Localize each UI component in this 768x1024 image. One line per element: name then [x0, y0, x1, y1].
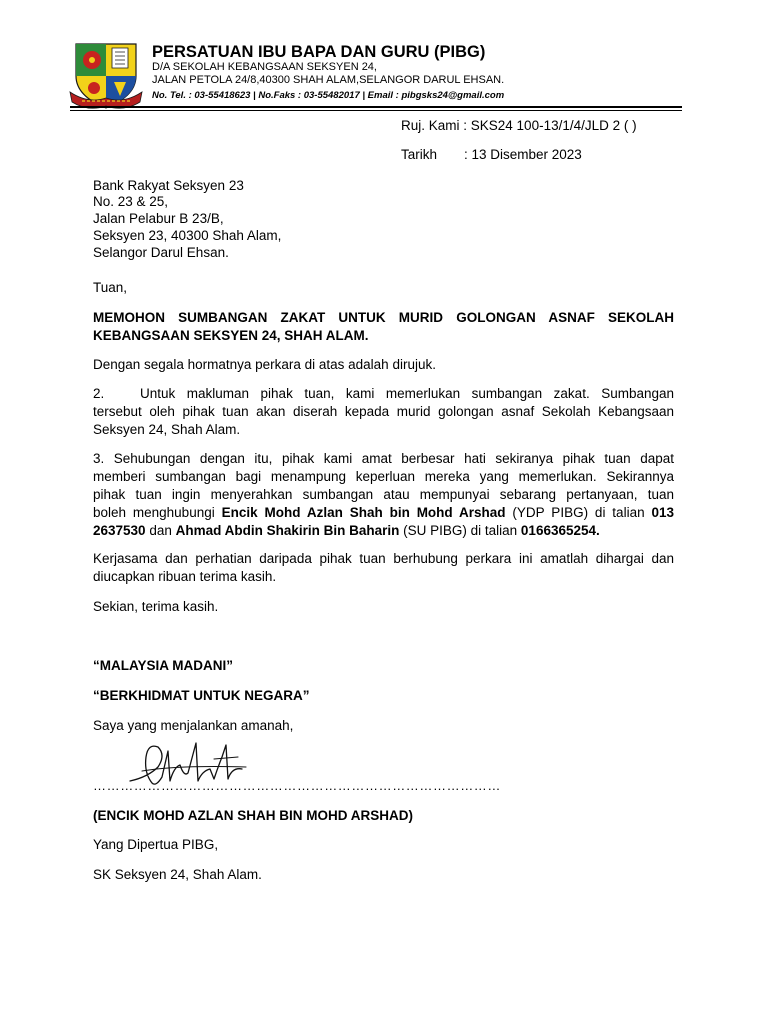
letterhead-rule-thick [70, 106, 682, 108]
contact-phone-ydp-cont: 2637530 [93, 523, 146, 538]
recipient-line: Jalan Pelabur B 23/B, [93, 211, 224, 226]
paragraph-line: diucapkan ribuan terima kasih. [93, 569, 277, 584]
paragraph-2 [93, 385, 674, 439]
recipient-line: Selangor Darul Ehsan. [93, 245, 229, 260]
inline-text: (SU PIBG) di talian [399, 523, 521, 538]
signatory-name: (ENCIK MOHD AZLAN SHAH BIN MOHD ARSHAD) [93, 808, 413, 823]
reference-number: Ruj. Kami : SKS24 100-13/1/4/JLD 2 ( ) [401, 118, 637, 133]
closing-line: Sekian, terima kasih. [93, 599, 219, 614]
contact-name-ydp: Encik Mohd Azlan Shah bin Mohd Arshad [221, 505, 506, 520]
paragraph-3 [93, 450, 674, 540]
slogan-malaysia-madani: “MALAYSIA MADANI” [93, 658, 234, 673]
paragraph-number: 2. [93, 386, 105, 401]
paragraph-1: Dengan segala hormatnya perkara di atas adalah dirujuk. [93, 357, 436, 372]
subject-line: KEBANGSAAN SEKSYEN 24, SHAH ALAM. [93, 328, 369, 343]
paragraph-line: Kerjasama dan perhatian daripada pihak tuan berhubung perkara ini amatlah dihargai dan [93, 551, 674, 566]
signatory-title: Yang Dipertua PIBG, [93, 837, 219, 852]
paragraph-line: tersebut oleh pihak tuan akan diserah kepada murid golongan asnaf Sekolah Kebangsaan [93, 404, 674, 419]
signature-dotted-line: ……………………………………………………………………………… [93, 778, 501, 793]
slogan-berkhidmat: “BERKHIDMAT UNTUK NEGARA” [93, 688, 310, 703]
paragraph-line: memberi sumbangan bagi menampung keperluan mereka yang memerlukan. Sekirannya [93, 469, 674, 484]
paragraph-line: 3. Sehubungan dengan itu, pihak kami amat berbesar hati sekiranya pihak tuan dapat [93, 451, 674, 466]
amanah-line: Saya yang menjalankan amanah, [93, 718, 294, 733]
paragraph-text: Untuk makluman pihak tuan, kami memerlukan sumbangan zakat. Sumbangan [140, 386, 674, 401]
letterhead-contact: No. Tel. : 03-55418623 | No.Faks : 03-55482017 | Email : pibgsks24@gmail.com [152, 90, 505, 101]
subject-line: MEMOHON SUMBANGAN ZAKAT UNTUK MURID GOLONGAN ASNAF SEKOLAH [93, 310, 674, 325]
date-value: : 13 Disember 2023 [464, 147, 582, 162]
recipient-line: Seksyen 23, 40300 Shah Alam, [93, 228, 282, 243]
paragraph-line: pihak tuan ingin menyerahkan sumbangan atau mempunyai sebarang pertanyaan, tuan [93, 487, 674, 502]
paragraph-line [93, 504, 674, 522]
date-label: Tarikh [401, 147, 438, 162]
recipient-line: Bank Rakyat Seksyen 23 [93, 178, 244, 193]
inline-text: (YDP PIBG) di talian [505, 505, 652, 520]
recipient-line: No. 23 & 25, [93, 194, 169, 209]
salutation: Tuan, [93, 280, 128, 295]
letterhead-rule-thin [70, 110, 682, 111]
paragraph-4 [93, 550, 674, 586]
letterhead-address-line1: D/A SEKOLAH KEBANGSAAN SEKSYEN 24, [152, 61, 377, 73]
contact-phone-ydp: 013 [651, 505, 674, 520]
inline-text: dan [145, 523, 176, 538]
inline-text: boleh menghubungi [93, 505, 222, 520]
school-crest-logo [68, 38, 144, 112]
contact-phone-su: 0166365254. [520, 523, 600, 538]
signatory-school: SK Seksyen 24, Shah Alam. [93, 867, 262, 882]
paragraph-line [93, 385, 674, 403]
paragraph-line: Seksyen 24, Shah Alam. [93, 422, 241, 437]
paragraph-line [93, 522, 674, 540]
letter-subject [93, 309, 674, 345]
organization-name: PERSATUAN IBU BAPA DAN GURU (PIBG) [152, 43, 486, 61]
letterhead-address-line2: JALAN PETOLA 24/8,40300 SHAH ALAM,SELANGOR DARUL EHSAN. [152, 74, 505, 86]
contact-name-su: Ahmad Abdin Shakirin Bin Baharin [175, 523, 400, 538]
